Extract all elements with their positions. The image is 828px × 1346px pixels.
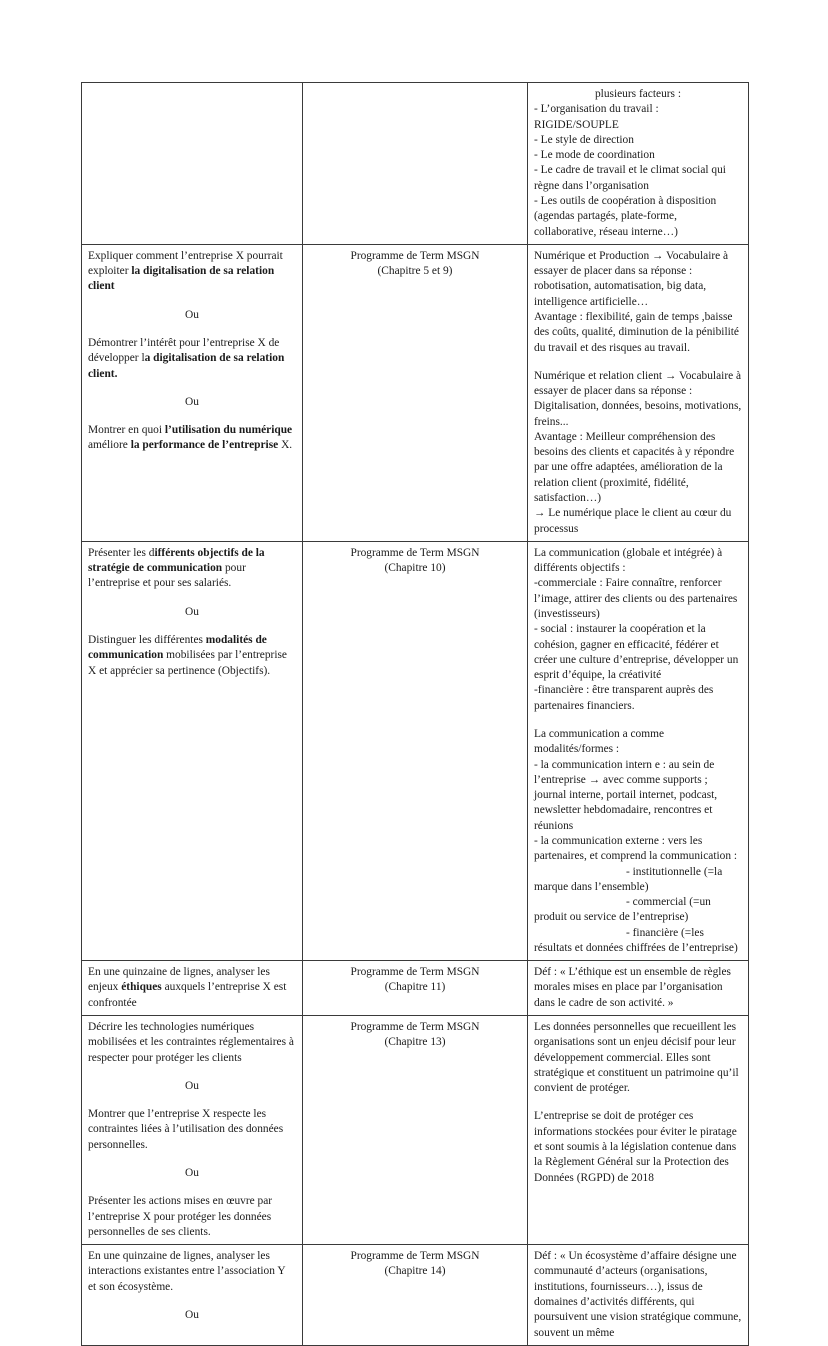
paragraph: (Chapitre 14) <box>384 1265 446 1278</box>
paragraph: Programme de Term MSGN <box>350 1250 480 1263</box>
emphasis-text: modalités de communication <box>88 634 267 662</box>
paragraph: Programme de Term MSGN <box>350 249 480 262</box>
alternative-separator: Ou <box>185 1308 199 1321</box>
paragraph: - Le style de direction <box>534 133 634 146</box>
plain-text: mobilisées par l’entreprise X et apprécier sa pertinence (Objectifs). <box>88 649 287 677</box>
paragraph: Déf : « Un écosystème d’affaire désigne une communauté d’acteurs (organisations, institutions, fournisseurs…), issus de domaines d’activités différents, qui poursuivent une vision stratégique commune, souvent un même <box>534 1250 742 1339</box>
plain-text: Démontrer l’intérêt pour l’entreprise X de développer l <box>88 336 280 365</box>
cell-programme <box>303 541 528 960</box>
table-body <box>82 83 749 1346</box>
cell-answer-elements <box>528 1245 749 1346</box>
cell-answer-elements <box>528 83 749 245</box>
paragraph: Numérique et relation client → Vocabulaire à essayer de placer dans sa réponse : Digitalisation, données, besoins, motivations, freins... <box>534 369 742 428</box>
paragraph-centered: plusieurs facteurs : <box>594 88 682 100</box>
plain-text: améliore <box>88 439 131 452</box>
paragraph: - Les outils de coopération à disposition (agendas partagés, plate-forme, collaborative, réseau interne…) <box>534 194 717 238</box>
paragraph-spacer <box>88 323 296 336</box>
paragraph-spacer <box>88 1295 296 1308</box>
alternative-separator: Ou <box>185 1079 199 1092</box>
cell-programme <box>303 244 528 541</box>
table-row <box>82 1016 749 1245</box>
paragraph: - social : instaurer la coopération et la cohésion, gagner en efficacité, fédérer et créer une culture d’entreprise, développer un esprit d’équipe, la créativité <box>534 623 739 682</box>
sub-bullet: - commercial (=un produit ou service de l’entreprise) <box>534 896 711 924</box>
paragraph-spacer <box>88 1066 296 1079</box>
table-row <box>82 961 749 1016</box>
plain-text: Montrer en quoi <box>88 424 165 437</box>
paragraph: (Chapitre 10) <box>384 562 446 575</box>
cell-question <box>82 1245 303 1346</box>
cell-programme <box>303 961 528 1016</box>
cell-answer-elements <box>528 1016 749 1245</box>
cell-question <box>82 541 303 960</box>
paragraph: -commerciale : Faire connaître, renforcer l’image, attirer des clients ou des partenaires (investisseurs) <box>534 577 738 620</box>
plain-text: X. <box>278 439 293 452</box>
paragraph: Avantage : Meilleur compréhension des besoins des clients et capacités à y répondre par une offre adaptées, amélioration de la relation client (proximité, fidélité, satisfaction…) <box>534 430 735 505</box>
table-row <box>82 83 749 245</box>
sub-bullet: - institutionnelle (=la marque dans l’ensemble) <box>534 865 723 893</box>
alternative-separator: Ou <box>185 395 199 408</box>
paragraph: Déf : « L’éthique est un ensemble de règles morales mises en place par l’organisation dans le cadre de son activité. » <box>534 966 731 1009</box>
paragraph-spacer <box>534 356 742 369</box>
cell-question <box>82 961 303 1016</box>
plain-text: Présenter les d <box>88 546 155 559</box>
paragraph: Programme de Term MSGN <box>350 546 480 559</box>
paragraph: - L’organisation du travail : RIGIDE/SOUPLE <box>534 103 659 131</box>
paragraph: -financière : être transparent auprès des partenaires financiers. <box>534 684 714 712</box>
emphasis-text: la digitalisation de sa relation client <box>88 265 275 293</box>
cell-answer-elements <box>528 541 749 960</box>
table-row <box>82 1245 749 1346</box>
paragraph: L’entreprise se doit de protéger ces informations stockées pour éviter le piratage et sont soumis à la législation contenue dans la Règlement Général sur la Protection des Données (RGPD) de 2018 <box>534 1110 737 1184</box>
plain-text: auxquels l’entreprise X est confrontée <box>88 981 287 1009</box>
paragraph: Avantage : flexibilité, gain de temps ,baisse des coûts, qualité, diminution de la pénibilité du travail et des risques au travail. <box>534 310 739 354</box>
paragraph: - Le cadre de travail et le climat social qui règne dans l’organisation <box>534 164 726 192</box>
paragraph: Programme de Term MSGN <box>350 966 480 979</box>
paragraph: Montrer que l’entreprise X respecte les contraintes liées à l’utilisation des données personnelles. <box>88 1108 284 1151</box>
paragraph-spacer <box>88 1153 296 1166</box>
cell-question <box>82 244 303 541</box>
paragraph: Programme de Term MSGN <box>350 1021 480 1034</box>
paragraph: Les données personnelles que recueillent les organisations sont un enjeu décisif pour leur développement commercial. Elles sont stratégique et constituent un patrimoine qu’il convient de protéger. <box>534 1021 739 1095</box>
paragraph: → Le numérique place le client au cœur du processus <box>534 507 732 535</box>
paragraph: La communication a comme modalités/formes : <box>534 727 664 756</box>
paragraph: En une quinzaine de lignes, analyser les interactions existantes entre l’association Y et son écosystème. <box>88 1250 286 1293</box>
paragraph-rich <box>88 336 296 382</box>
cell-programme <box>303 1016 528 1245</box>
paragraph-spacer <box>88 295 296 308</box>
cell-question <box>82 1016 303 1245</box>
plain-text: Distinguer les différentes <box>88 634 206 646</box>
emphasis-text: la performance de l’entreprise <box>130 439 279 452</box>
paragraph: - Le mode de coordination <box>534 149 655 162</box>
paragraph-spacer <box>88 410 296 423</box>
emphasis-text: éthiques <box>121 981 162 994</box>
paragraph: Présenter les actions mises en œuvre par l’entreprise X pour protéger les données personnelles de ses clients. <box>88 1195 273 1238</box>
paragraph-rich <box>88 249 296 295</box>
alternative-separator: Ou <box>185 605 199 618</box>
paragraph: (Chapitre 11) <box>384 981 446 994</box>
cell-programme <box>303 83 528 245</box>
table-row <box>82 541 749 960</box>
paragraph: Décrire les technologies numériques mobilisées et les contraintes réglementaires à respecter pour protéger les clients <box>88 1021 294 1064</box>
paragraph-spacer <box>88 620 296 633</box>
emphasis-text: ifférents objectifs de la stratégie de communication <box>88 546 265 575</box>
plain-text: Expliquer comment l’entreprise X pourrait exploiter <box>88 249 283 278</box>
plain-text: pour l’entreprise et pour ses salariés. <box>88 562 246 590</box>
sub-bullet: - financière (=les résultats et données chiffrées de l’entreprise) <box>534 926 738 954</box>
paragraph-spacer <box>88 592 296 605</box>
paragraph: La communication (globale et intégrée) à différents objectifs : <box>534 546 723 575</box>
paragraph-spacer <box>88 1094 296 1107</box>
paragraph: - la communication externe : vers les partenaires, et comprend la communication : <box>534 834 738 863</box>
table-row <box>82 244 749 541</box>
paragraph-rich <box>88 423 296 454</box>
alternative-separator: Ou <box>185 1167 199 1179</box>
paragraph-rich <box>88 633 296 679</box>
cell-question <box>82 83 303 245</box>
paragraph: (Chapitre 5 et 9) <box>377 265 453 278</box>
paragraph: (Chapitre 13) <box>384 1036 446 1049</box>
paragraph: Numérique et Production → Vocabulaire à essayer de placer dans sa réponse : robotisation, automatisation, big data, intelligence artificielle… <box>534 249 729 308</box>
paragraph-spacer <box>88 382 296 395</box>
cell-answer-elements <box>528 244 749 541</box>
plain-text: En une quinzaine de lignes, analyser les enjeux <box>88 966 270 994</box>
paragraph-spacer <box>534 1096 742 1109</box>
paragraph: - la communication intern e : au sein de l’entreprise → avec comme supports ; journal interne, portail internet, podcast, newsletter hebdomadaire, rencontres et réunions <box>534 758 718 832</box>
paragraph-rich <box>88 965 296 1011</box>
cell-programme <box>303 1245 528 1346</box>
exam-program-table <box>81 82 749 1346</box>
emphasis-text: a digitalisation de sa relation client. <box>88 352 285 380</box>
paragraph-spacer <box>534 714 742 727</box>
cell-answer-elements <box>528 961 749 1016</box>
emphasis-text: l’utilisation du numérique <box>164 424 293 437</box>
alternative-separator: Ou <box>185 308 199 321</box>
paragraph-spacer <box>88 1181 296 1194</box>
paragraph-rich <box>88 546 296 592</box>
